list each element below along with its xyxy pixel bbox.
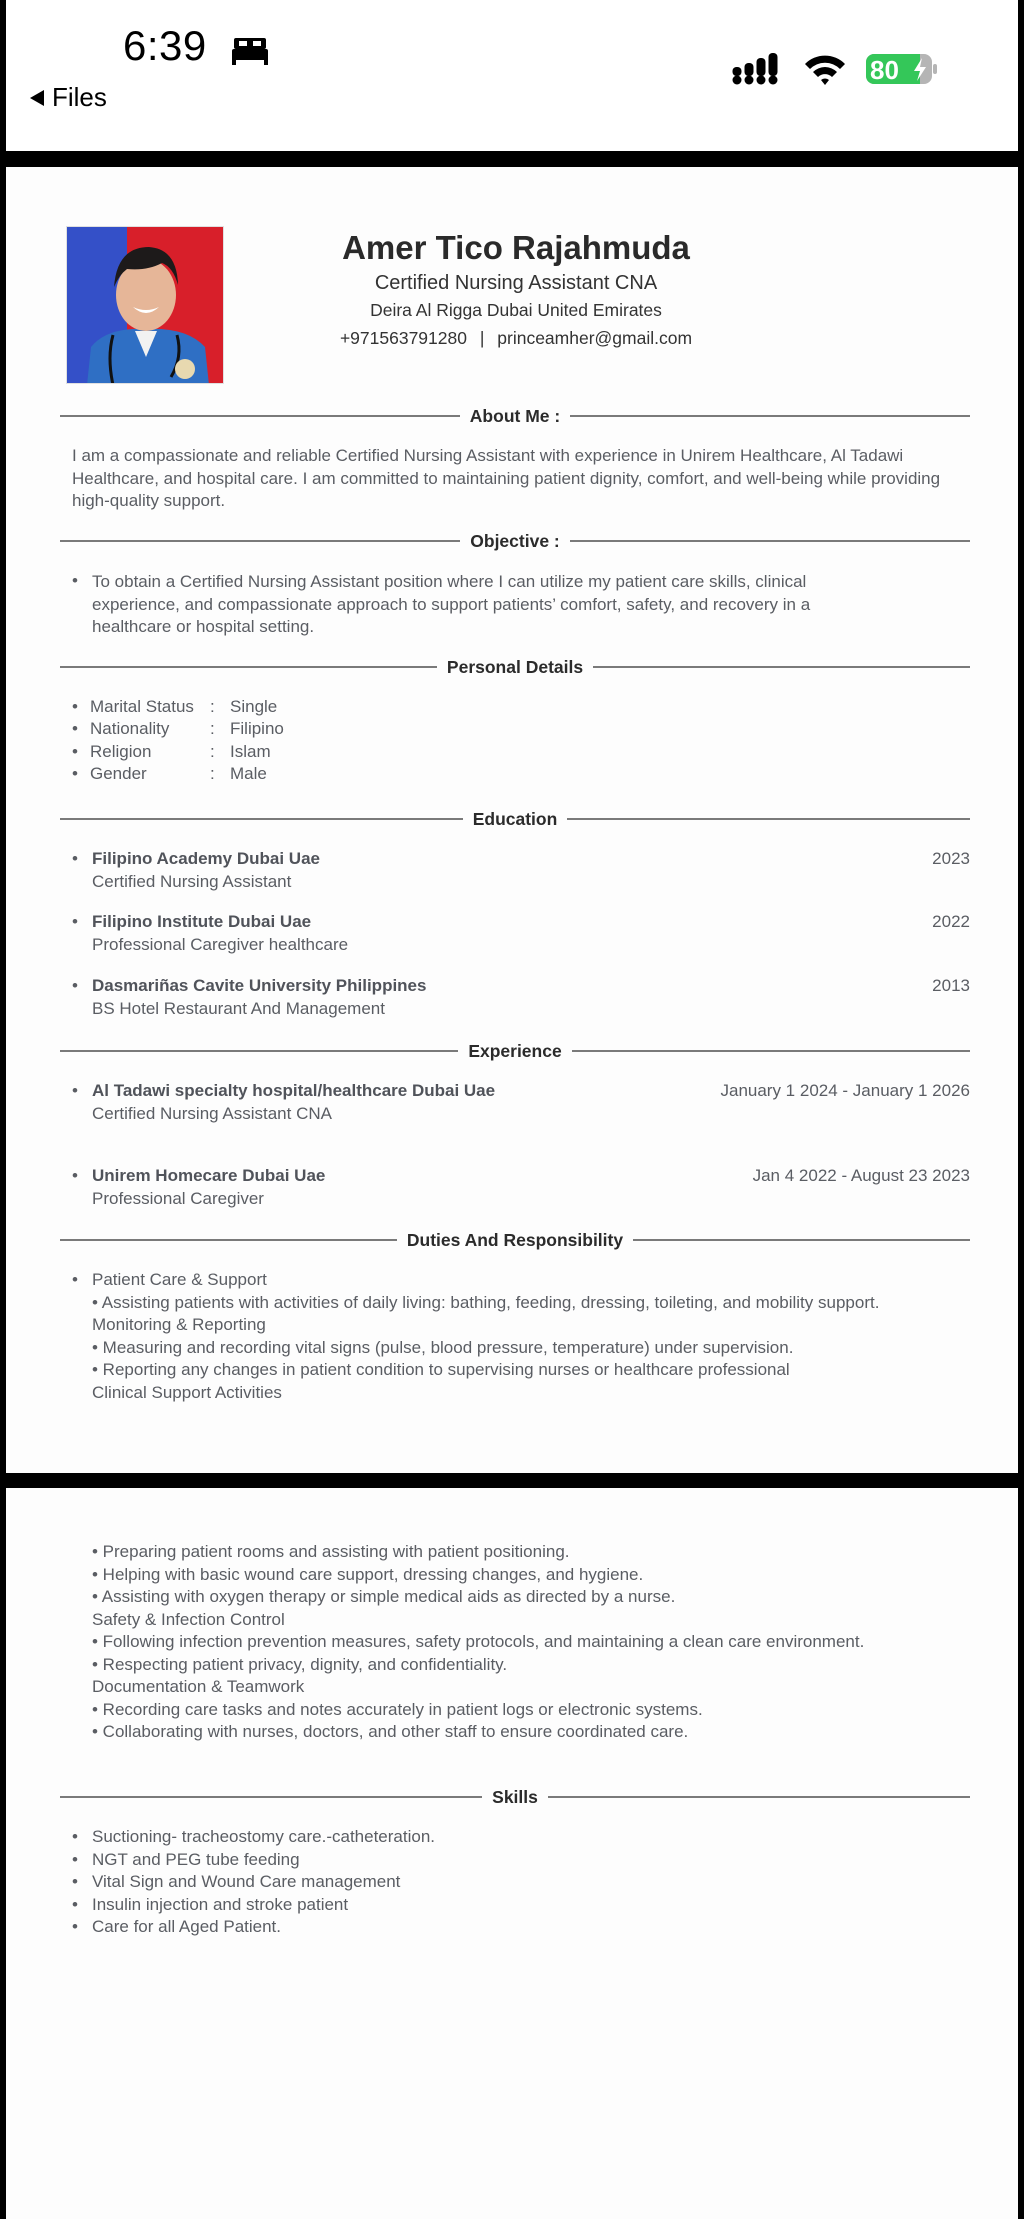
candidate-title: Certified Nursing Assistant CNA bbox=[374, 272, 658, 294]
education-year: 2013 bbox=[932, 976, 970, 995]
profile-photo bbox=[66, 226, 224, 384]
duties-list-page-1 bbox=[72, 1269, 992, 1404]
divider-rule bbox=[60, 540, 460, 542]
phone-number[interactable]: +971563791280 bbox=[339, 328, 467, 348]
email-address[interactable]: princeamher@gmail.com bbox=[497, 328, 693, 348]
battery-percent: 80 bbox=[870, 55, 899, 85]
education-entry bbox=[72, 976, 970, 1022]
bullet-icon: • bbox=[72, 697, 78, 716]
section-heading-personal-details bbox=[60, 655, 970, 679]
duty-item: • Recording care tasks and notes accurately in patient logs or electronic systems. bbox=[92, 1699, 703, 1719]
divider-rule bbox=[633, 1239, 970, 1241]
bullet-icon: • bbox=[72, 764, 78, 783]
status-bar bbox=[6, 0, 1018, 151]
duty-category: Safety & Infection Control bbox=[92, 1609, 285, 1629]
bullet-icon: • bbox=[72, 1827, 78, 1846]
bullet-icon: • bbox=[72, 849, 78, 868]
bed-icon bbox=[230, 36, 270, 66]
duty-item: • Assisting patients with activities of daily living: bathing, feeding, dressing, toileting, and mobility support. bbox=[92, 1292, 880, 1312]
duty-item: • Respecting patient privacy, dignity, and confidentiality. bbox=[92, 1654, 508, 1674]
bullet-icon: • bbox=[72, 1270, 78, 1289]
back-label: Files bbox=[52, 82, 107, 112]
battery-indicator bbox=[866, 52, 938, 86]
education-year: 2023 bbox=[932, 849, 970, 868]
school-name: Dasmariñas Cavite University Philippines bbox=[92, 976, 427, 995]
bullet-icon: • bbox=[72, 1894, 78, 1914]
duty-item: • Measuring and recording vital signs (pulse, blood pressure, temperature) under supervision. bbox=[92, 1337, 794, 1357]
contact-line bbox=[256, 328, 776, 349]
employment-dates: January 1 2024 - January 1 2026 bbox=[720, 1081, 970, 1100]
section-title: Skills bbox=[492, 1786, 538, 1807]
bullet-icon: • bbox=[72, 1166, 78, 1185]
employment-dates: Jan 4 2022 - August 23 2023 bbox=[752, 1166, 970, 1185]
divider-rule bbox=[570, 415, 970, 417]
job-role: Certified Nursing Assistant CNA bbox=[92, 1104, 332, 1123]
duty-category: Documentation & Teamwork bbox=[92, 1677, 305, 1696]
duty-category: • Patient Care & Support bbox=[72, 1269, 992, 1292]
skill-item: • Vital Sign and Wound Care management bbox=[72, 1871, 435, 1894]
bullet-icon: • bbox=[72, 1849, 78, 1869]
course-name: Professional Caregiver healthcare bbox=[92, 935, 349, 954]
school-name: Filipino Institute Dubai Uae bbox=[92, 912, 312, 931]
section-title: Personal Details bbox=[446, 656, 584, 677]
bullet-icon: • bbox=[72, 1917, 78, 1936]
section-heading-experience bbox=[60, 1039, 970, 1063]
back-to-files-button[interactable] bbox=[30, 82, 107, 113]
experience-entry bbox=[72, 1166, 970, 1212]
divider-rule bbox=[570, 540, 970, 542]
divider-rule bbox=[567, 818, 970, 820]
candidate-address: Deira Al Rigga Dubai United Emirates bbox=[370, 300, 662, 320]
divider-rule bbox=[60, 1050, 458, 1052]
duty-item: • Collaborating with nurses, doctors, and other staff to ensure coordinated care. bbox=[92, 1722, 689, 1741]
divider-rule bbox=[60, 415, 460, 417]
resume-page-2[interactable] bbox=[6, 1488, 1018, 2219]
course-name: Certified Nursing Assistant bbox=[92, 872, 292, 891]
duty-category: Monitoring & Reporting bbox=[92, 1315, 266, 1334]
bullet-icon: • bbox=[72, 719, 78, 738]
skill-item: • Care for all Aged Patient. bbox=[72, 1916, 435, 1939]
school-name: Filipino Academy Dubai Uae bbox=[92, 849, 320, 868]
section-title: Duties And Responsibility bbox=[406, 1229, 624, 1250]
bullet-icon: • bbox=[72, 1872, 78, 1891]
company-name: Al Tadawi specialty hospital/healthcare Dubai Uae bbox=[92, 1081, 496, 1100]
duties-list-page-2 bbox=[72, 1541, 992, 1744]
section-title: Objective : bbox=[470, 530, 560, 551]
divider-rule bbox=[60, 818, 463, 820]
skill-item: • NGT and PEG tube feeding bbox=[72, 1849, 435, 1872]
divider-rule bbox=[60, 1239, 397, 1241]
divider-rule bbox=[60, 1796, 482, 1798]
experience-entry bbox=[72, 1081, 970, 1127]
divider-rule bbox=[572, 1050, 970, 1052]
section-heading-objective bbox=[60, 529, 970, 553]
back-arrow-icon bbox=[30, 90, 44, 106]
section-title: About Me : bbox=[469, 405, 561, 426]
duty-item: • Preparing patient rooms and assisting with patient positioning. bbox=[92, 1542, 570, 1561]
bullet-icon: • bbox=[72, 571, 78, 590]
section-heading-about bbox=[60, 404, 970, 428]
duty-item: • Assisting with oxygen therapy or simple medical aids as directed by a nurse. bbox=[92, 1587, 676, 1606]
section-heading-duties bbox=[60, 1228, 970, 1252]
section-title: Education bbox=[472, 808, 558, 829]
section-title: Experience bbox=[468, 1040, 562, 1061]
company-name: Unirem Homecare Dubai Uae bbox=[92, 1166, 326, 1185]
job-role: Professional Caregiver bbox=[92, 1189, 264, 1208]
skill-item: • Insulin injection and stroke patient bbox=[72, 1894, 435, 1917]
section-heading-education bbox=[60, 807, 970, 831]
objective-text: To obtain a Certified Nursing Assistant position where I can utilize my patient care skills, clinical experience, and compassionate approach to support patients’ comfort, safety, and recovery in a healthcare or hospital setting. bbox=[92, 572, 811, 636]
education-year: 2022 bbox=[932, 912, 970, 931]
bullet-icon: • bbox=[72, 912, 78, 931]
course-name: BS Hotel Restaurant And Management bbox=[92, 999, 385, 1018]
duty-item: • Following infection prevention measures, safety protocols, and maintaining a clean care environment. bbox=[92, 1632, 865, 1651]
candidate-name: Amer Tico Rajahmuda bbox=[342, 229, 690, 266]
bullet-icon: • bbox=[72, 742, 78, 761]
wifi-icon bbox=[803, 52, 847, 86]
bullet-icon: • bbox=[72, 976, 78, 995]
section-heading-skills bbox=[60, 1785, 970, 1809]
duty-item: • Helping with basic wound care support, dressing changes, and hygiene. bbox=[92, 1564, 644, 1584]
duty-item: • Reporting any changes in patient condition to supervising nurses or healthcare professional bbox=[92, 1360, 790, 1379]
contact-separator: | bbox=[479, 328, 485, 348]
divider-rule bbox=[548, 1796, 970, 1798]
divider-rule bbox=[60, 666, 437, 668]
education-entry bbox=[72, 849, 970, 895]
resume-page-1[interactable]: Amer Tico Rajahmuda Certified Nursing Assistant CNA Deira Al Rigga Dubai United Emirates +971563791280 | princeamher@gmail.com About Me : I am a compassionate and reliable Certified Nursing Assistant with experience in Unirem Healthcare, Al Tadawi Healthcare, and hospital care. I am committed to maintaining patient dignity, comfort, and well-being while providing high-quality support. Objective : • To obtain a Certified Nursing Assistant position where I can utilize my patient care skills, clinical experience, and compassionate approach to support patients’ comfort, safety, and recovery in a healthcare or hospital setting. Personal Details • Marital Status : Single • Nationality : Filipino • Religion : Islam • Gender : Male Education • Filipino Academy Dubai Uae Certified Nursing Assistant 2023 • Filipino Institute Dubai Uae Professional Caregiver healthcare 2022 • Dasmariñas Cavite University Philippines BS Hotel Restaurant And Management 2013 Experience • Al Tadawi specialty hospital/healthcare Dubai Uae Certified Nursing Assistant CNA January 1 2024 - January 1 2026 • Unirem Homecare Dubai Uae Professional Caregiver Jan 4 2022 - August 23 2023 Duties And Responsibility • Patient Care & Support • Assisting patients with activities of daily living: bathing, feeding, dressing, toileting, and mobility support. Monitoring & Reporting • Measuring and recording vital signs (pulse, blood pressure, temperature) under supervision. • Reporting any changes in patient condition to supervising nurses or healthcare professional Clinical Support Activities bbox=[6, 167, 1018, 1473]
education-entry bbox=[72, 912, 970, 958]
about-text: I am a compassionate and reliable Certified Nursing Assistant with experience in Unirem Healthcare, Al Tadawi Healthcare, and hospital care. I am committed to maintaining patient dignity, comfort, and well-being while providing high-quality support. bbox=[72, 446, 941, 510]
skill-item: • Suctioning- tracheostomy care.-catheteration. bbox=[72, 1826, 435, 1849]
divider-rule bbox=[593, 666, 970, 668]
cellular-signal-icon bbox=[732, 53, 786, 87]
clock: 6:39 bbox=[123, 22, 207, 69]
battery-icon bbox=[866, 52, 938, 86]
duty-category: Clinical Support Activities bbox=[92, 1382, 282, 1402]
skills-list bbox=[72, 1826, 435, 1939]
bullet-icon: • bbox=[72, 1081, 78, 1100]
